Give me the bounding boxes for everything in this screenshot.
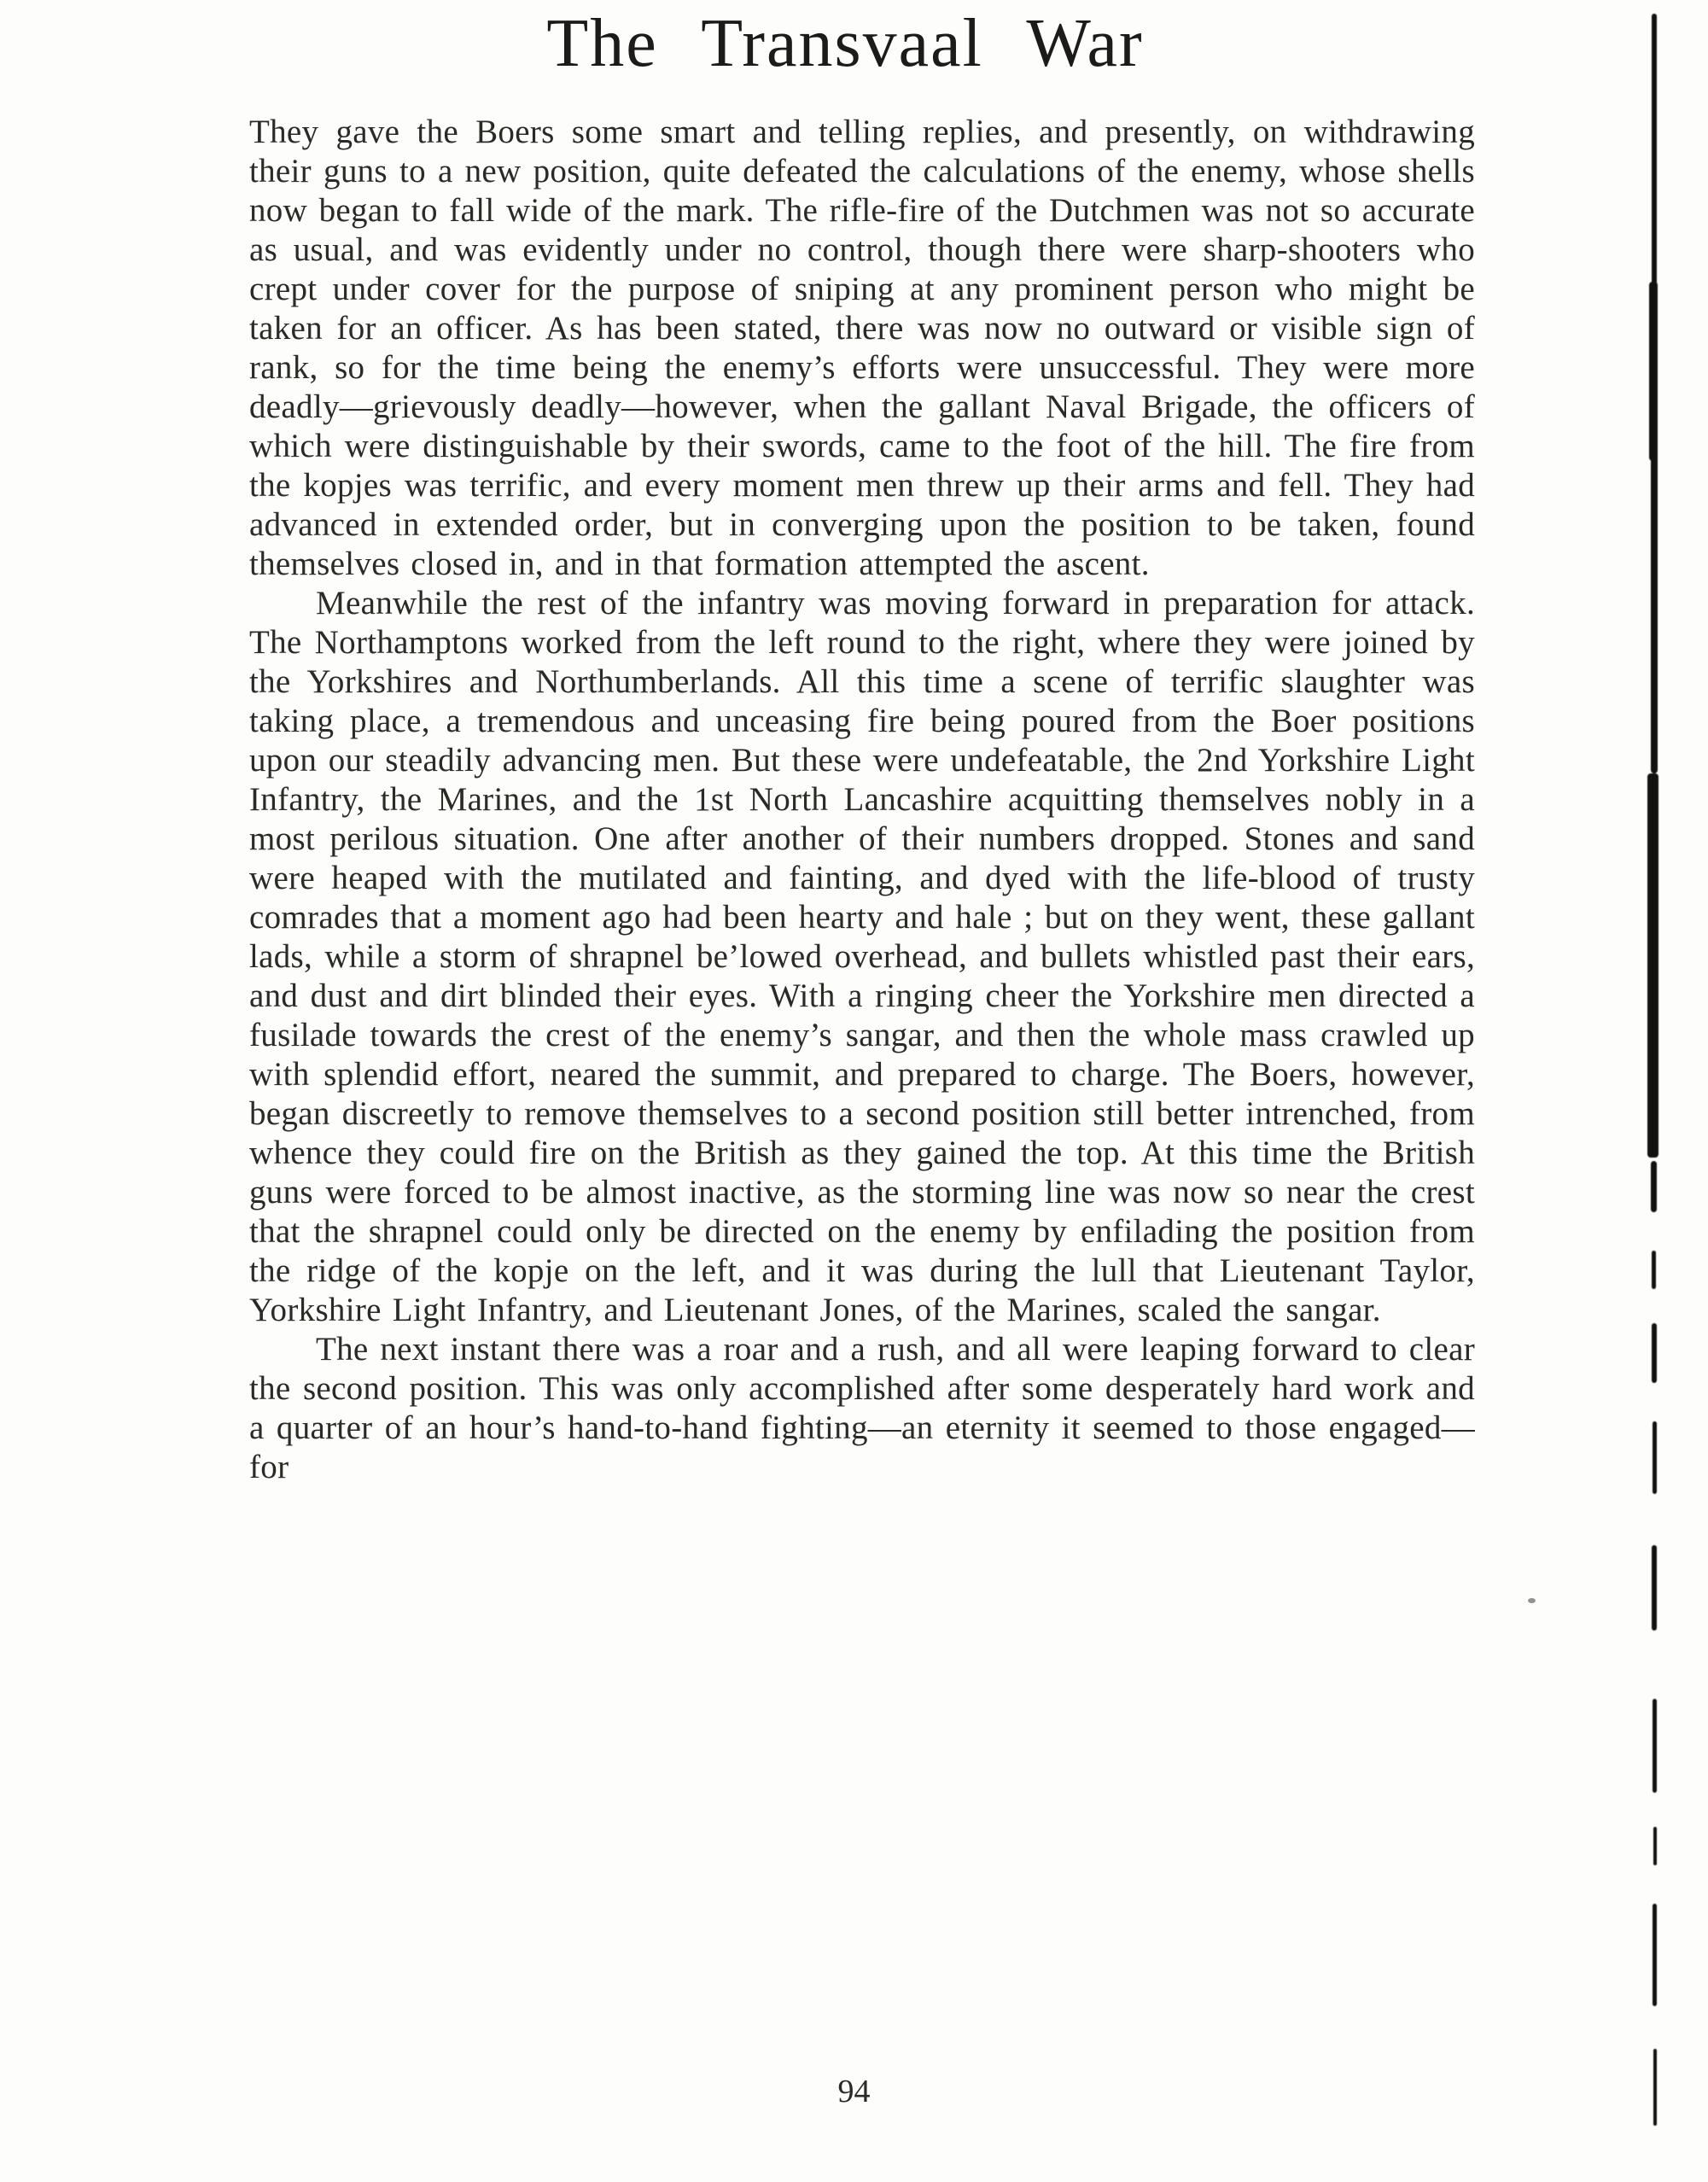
paragraph: The next instant there was a roar and a rush, and all were leaping forward to clear the second position. This was only accomplished after some desperately hard work and a quarter of an hour’s hand-to-hand fighting—an eternity it seemed to those engaged—for [249, 1331, 1475, 1485]
scan-artifact-right-edge [1643, 0, 1665, 2182]
text-column [249, 113, 1475, 1487]
scan-artifact-segment [1651, 440, 1658, 773]
scan-artifact-segment [1652, 1251, 1656, 1289]
scan-artifact-segment [1649, 282, 1658, 461]
scan-artifact-segment [1651, 1161, 1657, 1212]
scan-artifact-segment [1652, 1545, 1657, 1631]
paragraph: They gave the Boers some smart and telling replies, and presently, on withdrawing their guns to a new position, quite defeated the calculations of the enemy, whose shells now began to fall wide of the mark. The rifle-fire of the Dutchmen was not so accurate as usual, and was evidently under no control, though there were sharp-shooters who crept under cover for the purpose of sniping at any prominent person who might be taken for an officer. As has been stated, there was now no outward or visible sign of rank, so for the time being the enemy’s efforts were unsuccessful. They were more deadly—grievously deadly—however, when the gallant Naval Brigade, the officers of which were distinguishable by their swords, came to the foot of the hill. The fire from the kopjes was terrific, and every moment men threw up their arms and fell. They had advanced in extended order, but in converging upon the position to be taken, found themselves closed in, and in that formation attempted the ascent. [249, 114, 1475, 582]
scan-artifact-segment [1653, 1827, 1657, 1865]
page-title: The Transvaal War [546, 6, 1144, 81]
scan-artifact-segment [1647, 773, 1658, 1158]
page-number: 94 [837, 2074, 871, 2109]
ink-smudge-dot [1528, 1598, 1536, 1603]
scan-artifact-segment [1653, 1699, 1657, 1793]
scan-artifact-segment [1653, 2049, 1657, 2126]
scan-artifact-segment [1653, 1904, 1657, 2006]
scan-artifact-segment [1652, 1323, 1657, 1383]
scan-artifact-segment [1653, 1421, 1657, 1494]
paragraph: Meanwhile the rest of the infantry was moving forward in preparation for attack. The Northamptons worked from the left round to the right, where they were joined by the Yorkshires and Northumberlands. All this time a scene of terrific slaughter was taking place, a tremendous and unceasing fire being poured from the Boer positions upon our steadily advancing men. But these were undefeatable, the 2nd Yorkshire Light Infantry, the Marines, and the 1st North Lancashire acquitting themselves nobly in a most perilous situation. One after another of their numbers dropped. Stones and sand were heaped with the mutilated and fainting, and dyed with the life-blood of trusty comrades that a moment ago had been hearty and hale ; but on they went, these gallant lads, while a storm of shrapnel be’lowed overhead, and bullets whistled past their ears, and dust and dirt blinded their eyes. With a ringing cheer the Yorkshire men directed a fusilade towards the crest of the enemy’s sangar, and then the whole mass crawled up with splendid effort, neared the summit, and prepared to charge. The Boers, however, began discreetly to remove themselves to a second position still better intrenched, from whence they could fire on the British as they gained the top. At this time the British guns were forced to be almost inactive, as the storming line was now so near the crest that the shrapnel could only be directed on the enemy by enfilading the position from the ridge of the kopje on the left, and it was during the lull that Lieutenant Taylor, Yorkshire Light Infantry, and Lieutenant Jones, of the Marines, scaled the sangar. [249, 585, 1475, 1328]
